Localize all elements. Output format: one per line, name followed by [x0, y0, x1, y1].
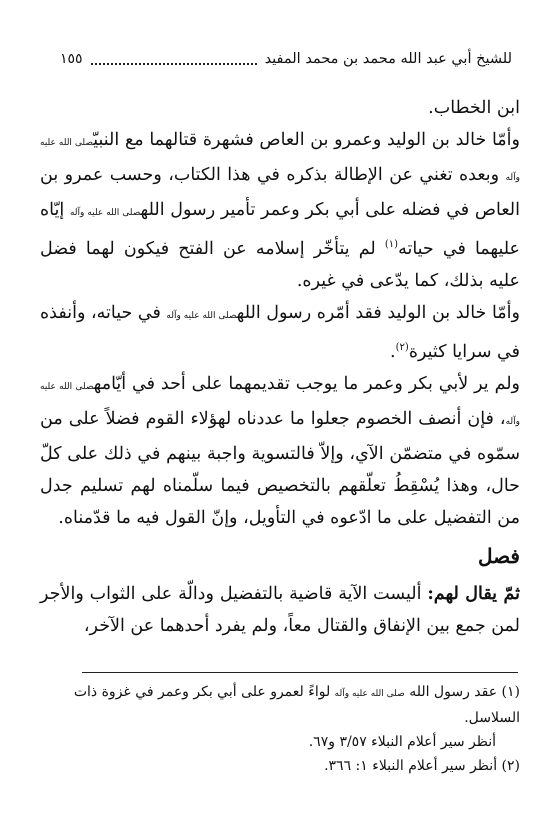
page-number: ١٥٥ [60, 51, 83, 67]
main-text [40, 92, 520, 534]
footnote-1-text-b: لواءً لعمرو على أبي بكر وعمر في غزوة ذات السلاسل. [73, 684, 520, 726]
footnote-2-number: (٢) [501, 758, 520, 774]
section-body: أليست الآية قاضية بالتفضيل ودالّة على الثواب والأجر لمن جمع بين الإنفاق والقتال معاً، ولم يفرد أحدهما عن الآخر، [40, 584, 520, 636]
paragraph-3-part-a: ولم ير لأبي بكر وعمر ما يوجب تقديمهما على أحد في أيّامه [93, 373, 520, 394]
paragraph-1-part-b: وبعده تغني عن الإطالة بذكره في هذا الكتاب، وحسب عمرو بن العاص في فضله على أبي بكر وعمر تأمير رسول الله [40, 165, 520, 220]
footnote-1 [40, 680, 520, 730]
footnote-ref-1: (١) [384, 239, 399, 250]
paragraph-2 [40, 297, 520, 368]
section-lead: ثمّ يقال لهم: [427, 584, 520, 604]
footnote-1-number: (١) [501, 684, 520, 700]
paragraph-2-part-c: . [390, 341, 396, 362]
footnote-ref-2: (٢) [395, 341, 409, 353]
honorific-mark: صلى الله عليه وآله [334, 689, 405, 699]
section-text [40, 578, 520, 642]
footnote-1-line-2: أنظر سير أعلام النبلاء ٣/٥٧ و٦٧. [308, 734, 496, 750]
honorific-mark: صلى الله عليه وآله [40, 381, 520, 427]
header-dot-leader [91, 53, 257, 65]
running-header [60, 46, 512, 72]
header-title: للشيخ أبي عبد الله محمد بن محمد المفيد [264, 51, 512, 67]
paragraph-1-part-c: إيّاه عليهما في حياته [40, 200, 520, 259]
section-paragraph [40, 578, 520, 642]
paragraph-3 [40, 368, 520, 534]
footnote-1-text-a: عقد رسول الله [409, 684, 498, 700]
paragraph-3-part-b: ، فإن أنصف الخصوم جعلوا ما عددناه لهؤلاء القوم فضلاً على من سمّوه في متضمّن الآي، وإلاّ فالتسوية واجبة بينهم في ذلك على كلّ حال، وهذا يُسْقِطُ تعلّقهم بالتخصيص فيما سلّمناه لهم تسليم جدل من التفضيل على ما ادّعوه في التأويل، وإنّ القول فيه ما قدّمناه. [40, 408, 520, 528]
honorific-mark: صلى الله عليه وآله [69, 208, 141, 218]
honorific-mark: صلى الله عليه وآله [166, 310, 237, 321]
paragraph-1-part-d: لم يتأخّر إسلامه عن الفتح فيكون لهما فضل عليه بذلك، كما يدّعى في غيره. [40, 238, 520, 291]
footnote-2 [40, 754, 520, 778]
section-heading: فصل [477, 544, 520, 568]
footnote-2-text: أنظر سير أعلام النبلاء ١: ٣٦٦. [324, 758, 498, 774]
paragraph-0: ابن الخطاب. [428, 98, 520, 118]
paragraph-2-part-b: في حياته، وأنفذه في سرايا كثيرة [40, 302, 520, 362]
footnote-divider [82, 672, 518, 673]
footnotes [40, 680, 520, 778]
paragraph-1-part-a: وأمّا خالد بن الوليد وعمرو بن العاص فشهرة قتالهما مع النبيّ [93, 130, 520, 150]
paragraph-2-part-a: وأمّا خالد بن الوليد فقد أمّره رسول الله [236, 302, 520, 323]
honorific-mark: صلى الله عليه وآله [40, 138, 520, 183]
paragraph-1 [40, 124, 520, 297]
